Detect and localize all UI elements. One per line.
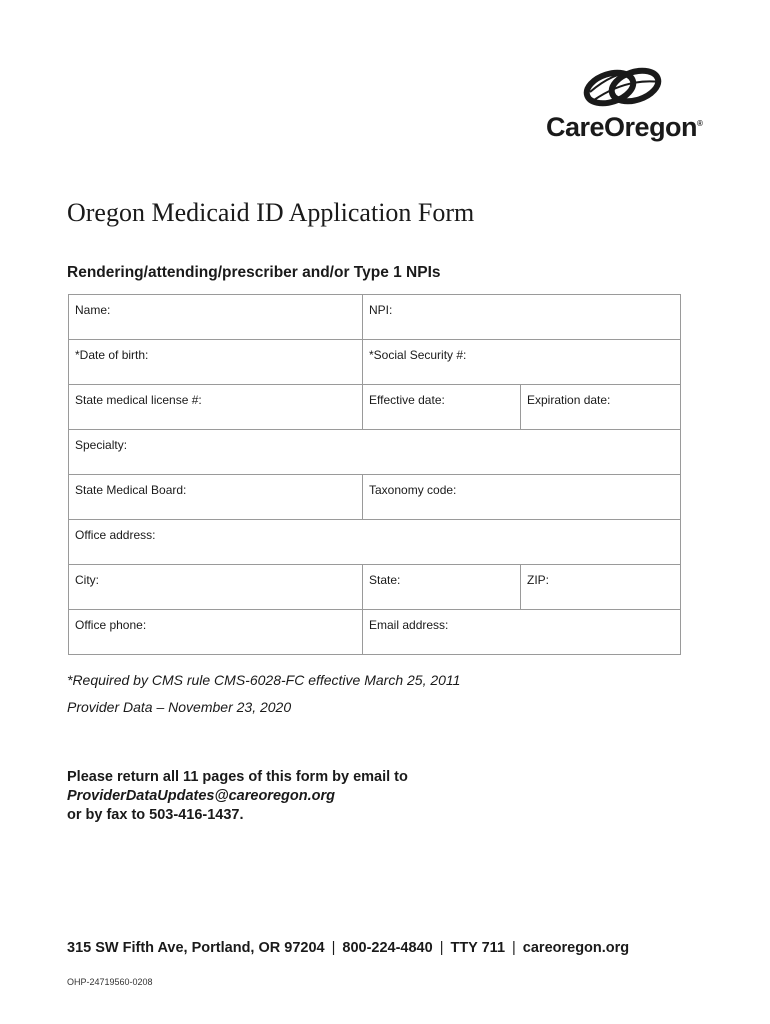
office-phone-field[interactable]: Office phone:	[69, 610, 363, 655]
cms-requirement-note: *Required by CMS rule CMS-6028-FC effective March 25, 2011	[67, 672, 461, 688]
return-email-link[interactable]: ProviderDataUpdates@careoregon.org	[67, 788, 335, 804]
footer-phone: 800-224-4840	[342, 940, 433, 956]
effective-date-field[interactable]: Effective date:	[363, 385, 521, 430]
careoregon-logo	[540, 62, 710, 152]
form-row	[69, 610, 681, 655]
date-of-birth-field[interactable]: *Date of birth:	[69, 340, 363, 385]
registered-mark: ®	[697, 119, 703, 128]
footer-separator: |	[331, 940, 336, 956]
form-row	[69, 475, 681, 520]
careoregon-rings-icon	[580, 62, 665, 110]
document-code: OHP-24719560-0208	[67, 977, 153, 987]
return-fax-line: or by fax to 503-416-1437.	[67, 807, 244, 823]
city-field[interactable]: City:	[69, 565, 363, 610]
social-security-field[interactable]: *Social Security #:	[363, 340, 681, 385]
email-address-field[interactable]: Email address:	[363, 610, 681, 655]
return-line-1: Please return all 11 pages of this form by email to	[67, 769, 408, 785]
page-title: Oregon Medicaid ID Application Form	[67, 198, 475, 227]
state-medical-license-field[interactable]: State medical license #:	[69, 385, 363, 430]
form-row	[69, 520, 681, 565]
specialty-field[interactable]: Specialty:	[69, 430, 681, 475]
state-field[interactable]: State:	[363, 565, 521, 610]
zip-field[interactable]: ZIP:	[521, 565, 681, 610]
footer-separator: |	[512, 940, 516, 956]
application-form-table	[68, 294, 681, 655]
provider-data-note: Provider Data – November 23, 2020	[67, 699, 292, 715]
logo-text: CareOregon	[546, 112, 698, 142]
footer-tty: TTY 711	[450, 940, 506, 956]
form-row	[69, 385, 681, 430]
name-field[interactable]: Name:	[69, 295, 363, 340]
form-row	[69, 565, 681, 610]
office-address-field[interactable]: Office address:	[69, 520, 681, 565]
footer-address: 315 SW Fifth Ave, Portland, OR 97204	[67, 940, 325, 956]
form-row	[69, 340, 681, 385]
form-row	[69, 430, 681, 475]
footer-separator: |	[439, 940, 444, 956]
return-instructions	[67, 768, 408, 825]
footer-contact	[67, 940, 629, 956]
state-medical-board-field[interactable]: State Medical Board:	[69, 475, 363, 520]
form-row	[69, 295, 681, 340]
taxonomy-code-field[interactable]: Taxonomy code:	[363, 475, 681, 520]
section-subtitle: Rendering/attending/prescriber and/or Type 1 NPIs	[67, 264, 441, 281]
footer-website-link[interactable]: careoregon.org	[522, 940, 630, 956]
npi-field[interactable]: NPI:	[363, 295, 681, 340]
expiration-date-field[interactable]: Expiration date:	[521, 385, 681, 430]
